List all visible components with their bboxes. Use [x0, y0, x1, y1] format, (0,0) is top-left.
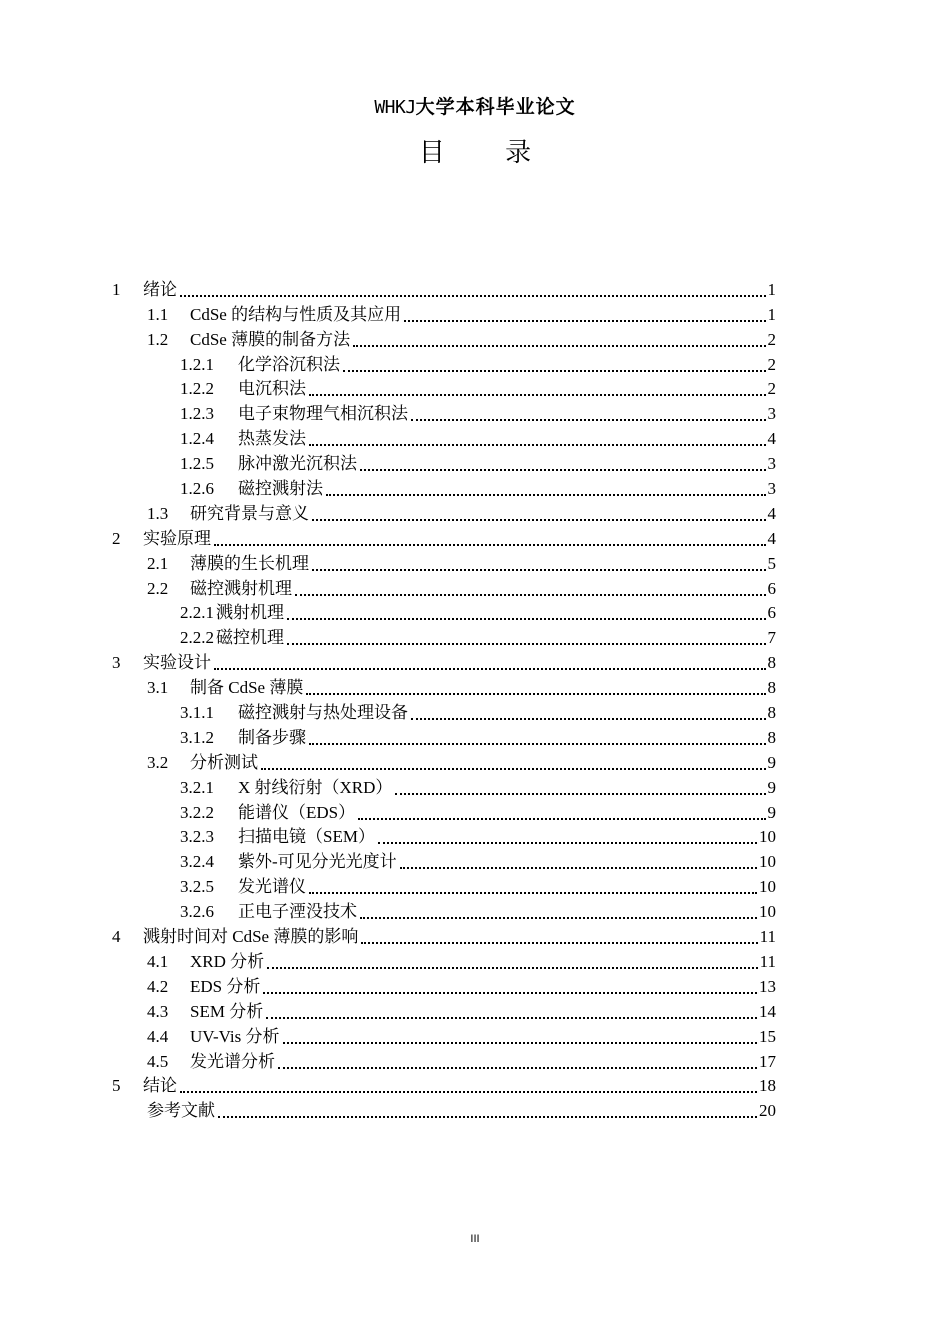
toc-entry[interactable] [112, 749, 776, 774]
toc-entry-title: 溅射时间对 CdSe 薄膜的影响 [143, 927, 359, 947]
toc-entry[interactable] [112, 724, 776, 749]
toc-entry-label [112, 378, 306, 400]
toc-entry-title: CdSe 的结构与性质及其应用 [190, 304, 402, 324]
toc-entry-label [112, 503, 309, 525]
toc-entry-page: 4 [767, 503, 776, 523]
toc-entry-title: X 射线衍射（XRD） [238, 777, 393, 797]
toc-entry[interactable] [112, 973, 776, 998]
toc-entry-number: 3.2.4 [180, 852, 214, 872]
toc-entry[interactable] [112, 898, 776, 923]
toc-entry[interactable] [112, 774, 776, 799]
toc-leader-dots [312, 518, 766, 521]
toc-entry[interactable] [112, 998, 776, 1023]
toc-entry-label [112, 1100, 215, 1122]
toc-entry[interactable] [112, 351, 776, 376]
toc-leader-dots [358, 817, 765, 820]
toc-entry-page: 9 [767, 752, 776, 772]
toc-leader-dots [404, 319, 765, 322]
toc-entry[interactable] [112, 525, 776, 550]
toc-leader-dots [218, 1115, 757, 1118]
toc-entry-number: 2.2.2 [180, 628, 214, 648]
toc-entry-number: 4.3 [147, 1001, 169, 1021]
toc-entry-label [112, 876, 306, 898]
toc-entry-number: 1.2 [147, 329, 169, 349]
toc-leader-dots [295, 593, 766, 596]
toc-entry[interactable] [112, 624, 776, 649]
toc-leader-dots [278, 1066, 757, 1069]
toc-leader-dots [411, 418, 766, 421]
toc-entry-label [112, 926, 358, 948]
toc-leader-dots [214, 667, 766, 670]
toc-entry-title: 热蒸发法 [238, 429, 306, 449]
toc-entry-page: 9 [767, 777, 776, 797]
toc-entry-label [112, 1075, 177, 1097]
toc-entry-number: 5 [112, 1076, 121, 1096]
toc-entry-number: 3.2.2 [180, 802, 214, 822]
toc-entry[interactable] [112, 276, 776, 301]
toc-entry[interactable] [112, 699, 776, 724]
toc-entry-label [112, 652, 211, 674]
toc-entry-title: 制备 CdSe 薄膜 [190, 678, 304, 698]
toc-entry-label [112, 553, 309, 575]
toc-entry-page: 1 [767, 279, 776, 299]
toc-entry-title: 能谱仪（EDS） [238, 802, 356, 822]
toc-entry-page: 8 [767, 653, 776, 673]
toc-entry-title: 发光谱仪 [238, 877, 306, 897]
toc-leader-dots [400, 866, 757, 869]
toc-title: 目 录 [418, 138, 558, 168]
toc-entry[interactable] [112, 450, 776, 475]
toc-entry-number: 4.5 [147, 1051, 169, 1071]
toc-entry-number: 3.2.3 [180, 827, 214, 847]
toc-entry[interactable] [112, 376, 776, 401]
toc-entry-label [112, 403, 408, 425]
toc-leader-dots [343, 369, 766, 372]
toc-entry-title: 电子束物理气相沉积法 [238, 404, 408, 424]
toc-entry-page: 6 [767, 578, 776, 598]
toc-entry-page: 10 [759, 852, 776, 872]
toc-entry[interactable] [112, 326, 776, 351]
toc-leader-dots [312, 568, 766, 571]
toc-entry-page: 20 [759, 1101, 776, 1121]
toc-leader-dots [283, 1041, 758, 1044]
toc-entry[interactable] [112, 824, 776, 849]
toc-leader-dots [378, 841, 757, 844]
toc-leader-dots [361, 941, 757, 944]
toc-entry-title: 实验设计 [143, 653, 211, 673]
toc-entry-label [112, 976, 260, 998]
toc-entry-label [112, 951, 264, 973]
toc-leader-dots [309, 891, 757, 894]
toc-leader-dots [309, 443, 766, 446]
toc-entry-label [112, 528, 211, 550]
toc-entry-page: 10 [759, 902, 776, 922]
toc-entry[interactable] [112, 500, 776, 525]
toc-leader-dots [214, 543, 766, 546]
toc-entry-page: 8 [767, 703, 776, 723]
toc-entry-label [112, 627, 284, 649]
toc-entry[interactable] [112, 923, 776, 948]
toc-entry-label [112, 727, 306, 749]
toc-entry-number: 1.2.1 [180, 354, 214, 374]
page-number: III [470, 1233, 480, 1245]
toc-entry-title: 脉冲激光沉积法 [238, 454, 357, 474]
toc-entry-label [112, 478, 323, 500]
toc-entry-title: CdSe 薄膜的制备方法 [190, 329, 351, 349]
toc-entry-label [112, 677, 303, 699]
toc-leader-dots [395, 792, 765, 795]
toc-entry-number: 1.2.6 [180, 479, 214, 499]
toc-leader-dots [309, 742, 766, 745]
toc-entry-label [112, 453, 357, 475]
toc-entry-page: 1 [767, 304, 776, 324]
toc-entry-number: 3.1.2 [180, 727, 214, 747]
toc-entry[interactable] [112, 799, 776, 824]
toc-leader-dots [267, 966, 757, 969]
toc-entry-number: 3.1.1 [180, 703, 214, 723]
toc-entry-page: 7 [767, 628, 776, 648]
toc-entry-page: 2 [767, 379, 776, 399]
toc-entry-title: SEM 分析 [190, 1001, 264, 1021]
toc-entry-number: 2.2.1 [180, 603, 214, 623]
toc-entry-number: 4.4 [147, 1026, 169, 1046]
toc-entry-title: 分析测试 [190, 752, 258, 772]
toc-entry-label [112, 354, 340, 376]
toc-entry-label [112, 428, 306, 450]
toc-entry-page: 10 [759, 827, 776, 847]
toc-leader-dots [180, 1090, 757, 1093]
toc-entry-label [112, 1051, 275, 1073]
toc-leader-dots [266, 1016, 757, 1019]
toc-entry-number: 3 [112, 653, 121, 673]
toc-entry-page: 13 [759, 976, 776, 996]
toc-entry-title: 磁控机理 [216, 628, 284, 648]
toc-entry-number: 3.1 [147, 678, 169, 698]
toc-entry[interactable] [112, 674, 776, 699]
toc-entry[interactable] [112, 550, 776, 575]
toc-entry-title: 绪论 [143, 279, 177, 299]
toc-entry[interactable] [112, 400, 776, 425]
toc-leader-dots [360, 916, 757, 919]
toc-entry-title: 参考文献 [147, 1101, 215, 1121]
document-header [0, 94, 950, 121]
toc-entry-label [112, 304, 401, 326]
toc-entry-page: 8 [767, 678, 776, 698]
toc-entry-page: 2 [767, 329, 776, 349]
toc-entry-label [112, 1001, 263, 1023]
header-university-code: WHKJ [374, 97, 416, 118]
toc-entry-title: UV-Vis 分析 [190, 1026, 280, 1046]
toc-entry-title: 扫描电镜（SEM） [238, 827, 375, 847]
toc-entry-title: 发光谱分析 [190, 1051, 275, 1071]
toc-entry-number: 1.2.4 [180, 429, 214, 449]
toc-entry-title: EDS 分析 [190, 976, 261, 996]
toc-leader-dots [326, 493, 766, 496]
toc-entry-number: 2 [112, 528, 121, 548]
toc-entry-page: 18 [759, 1076, 776, 1096]
table-of-contents [112, 276, 776, 1122]
toc-entry-title: 电沉积法 [238, 379, 306, 399]
toc-entry-label [112, 777, 392, 799]
toc-entry-label [112, 702, 408, 724]
toc-entry-title: 正电子湮没技术 [238, 902, 357, 922]
toc-entry-number: 4.2 [147, 976, 169, 996]
toc-entry-page: 10 [759, 877, 776, 897]
toc-entry-page: 6 [767, 603, 776, 623]
toc-entry[interactable] [112, 425, 776, 450]
toc-entry-page: 14 [759, 1001, 776, 1021]
toc-leader-dots [306, 692, 765, 695]
toc-entry-page: 8 [767, 727, 776, 747]
toc-entry-page: 2 [767, 354, 776, 374]
toc-entry-number: 3.2.1 [180, 777, 214, 797]
toc-entry-label [112, 752, 258, 774]
toc-entry-page: 9 [767, 802, 776, 822]
toc-leader-dots [309, 393, 766, 396]
toc-entry-page: 5 [767, 553, 776, 573]
toc-entry-label [112, 826, 375, 848]
toc-entry[interactable] [112, 600, 776, 625]
toc-entry-number: 2.2 [147, 578, 169, 598]
toc-entry-number: 1.2.3 [180, 404, 214, 424]
toc-entry[interactable] [112, 575, 776, 600]
toc-entry-page: 15 [759, 1026, 776, 1046]
toc-entry-title: XRD 分析 [190, 951, 265, 971]
toc-leader-dots [411, 717, 766, 720]
toc-leader-dots [263, 991, 757, 994]
toc-entry-label [112, 851, 397, 873]
toc-entry[interactable] [112, 1097, 776, 1122]
toc-entry-label [112, 578, 292, 600]
toc-entry-number: 2.1 [147, 553, 169, 573]
toc-entry[interactable] [112, 1073, 776, 1098]
toc-entry-title: 实验原理 [143, 528, 211, 548]
toc-leader-dots [287, 617, 766, 620]
toc-entry-page: 11 [759, 927, 776, 947]
toc-entry-title: 研究背景与意义 [190, 503, 309, 523]
toc-entry[interactable] [112, 1048, 776, 1073]
toc-entry[interactable] [112, 848, 776, 873]
toc-entry-number: 3.2.5 [180, 877, 214, 897]
toc-entry-title: 溅射机理 [216, 603, 284, 623]
toc-entry-number: 3.2.6 [180, 902, 214, 922]
toc-entry-number: 4 [112, 927, 121, 947]
toc-entry[interactable] [112, 873, 776, 898]
toc-entry-number: 4.1 [147, 951, 169, 971]
toc-entry-number: 1.1 [147, 304, 169, 324]
toc-entry[interactable] [112, 649, 776, 674]
toc-entry-number: 1.2.5 [180, 454, 214, 474]
toc-entry-page: 4 [767, 429, 776, 449]
toc-entry-page: 3 [767, 454, 776, 474]
toc-entry-page: 11 [759, 951, 776, 971]
toc-entry-title: 磁控溅射法 [238, 479, 323, 499]
toc-leader-dots [360, 468, 766, 471]
toc-entry-label [112, 802, 355, 824]
toc-entry-number: 3.2 [147, 752, 169, 772]
toc-entry-title: 薄膜的生长机理 [190, 553, 309, 573]
toc-entry[interactable] [112, 475, 776, 500]
toc-entry[interactable] [112, 948, 776, 973]
toc-entry-title: 紫外-可见分光光度计 [238, 852, 397, 872]
toc-entry-title: 磁控溅射与热处理设备 [238, 703, 408, 723]
toc-entry[interactable] [112, 1023, 776, 1048]
toc-entry-label [112, 279, 177, 301]
toc-leader-dots [180, 294, 766, 297]
toc-leader-dots [261, 767, 766, 770]
toc-entry-title: 结论 [143, 1076, 177, 1096]
toc-entry-page: 4 [767, 528, 776, 548]
header-thesis-type: 大学本科毕业论文 [415, 96, 576, 118]
toc-entry-page: 3 [767, 404, 776, 424]
toc-entry-title: 制备步骤 [238, 727, 306, 747]
toc-entry-label [112, 329, 350, 351]
toc-entry[interactable] [112, 301, 776, 326]
toc-entry-number: 1.3 [147, 503, 169, 523]
toc-entry-number: 1.2.2 [180, 379, 214, 399]
toc-entry-label [112, 1026, 280, 1048]
toc-entry-label [112, 602, 284, 624]
toc-entry-label [112, 901, 357, 923]
toc-entry-title: 化学浴沉积法 [238, 354, 340, 374]
toc-leader-dots [287, 642, 766, 645]
toc-entry-page: 17 [759, 1051, 776, 1071]
toc-entry-title: 磁控溅射机理 [190, 578, 292, 598]
toc-entry-number: 1 [112, 279, 121, 299]
toc-leader-dots [353, 344, 765, 347]
toc-entry-page: 3 [767, 479, 776, 499]
